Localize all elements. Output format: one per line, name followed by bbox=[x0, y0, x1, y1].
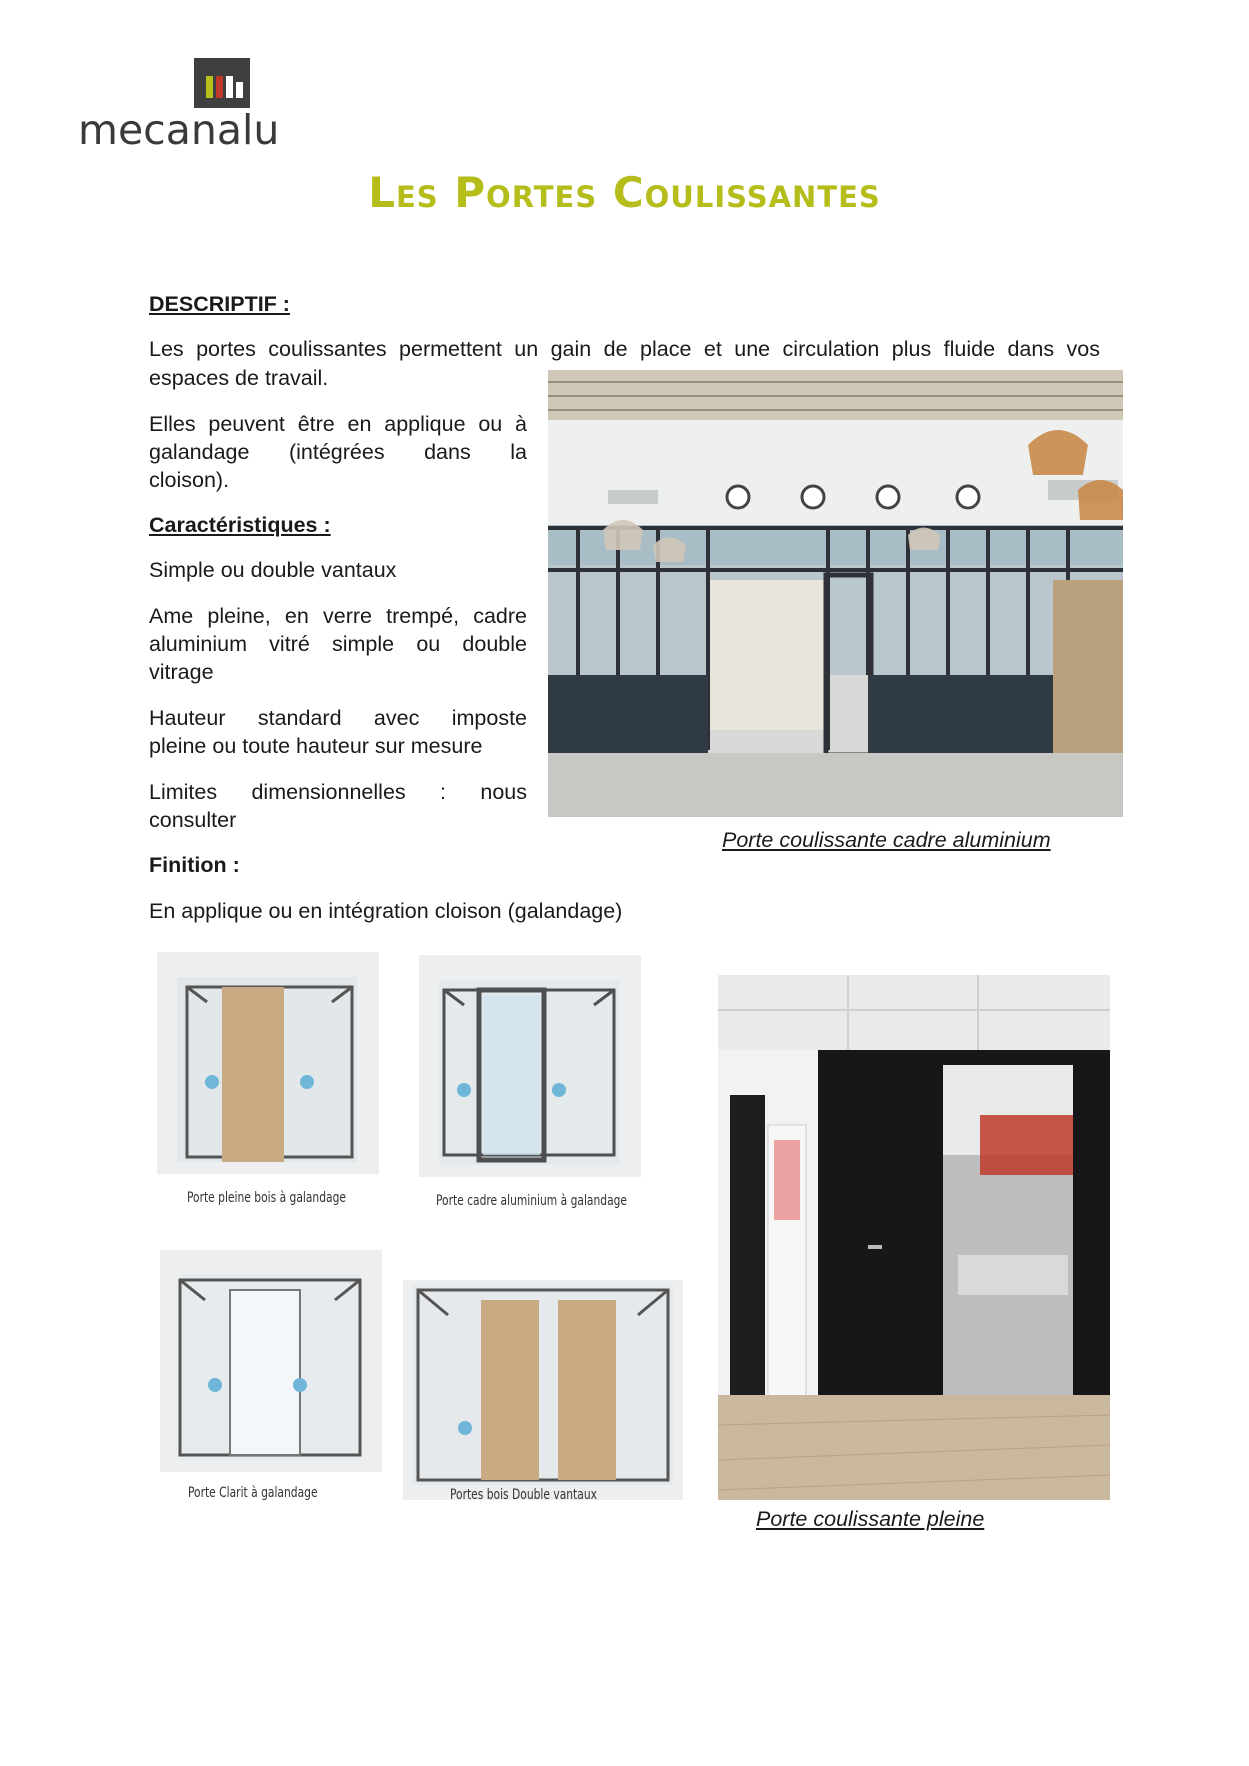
render-wood-door bbox=[157, 952, 379, 1174]
caption-photo-aluminium: Porte coulissante cadre aluminium bbox=[722, 828, 1051, 852]
render-label-2: Porte cadre aluminium à galandage bbox=[436, 1193, 628, 1209]
render-double-doors bbox=[403, 1280, 683, 1500]
caracteristiques-heading: Caractéristiques : bbox=[149, 513, 331, 537]
descriptif-heading: DESCRIPTIF : bbox=[149, 292, 290, 316]
carac-p1: Simple ou double vantaux bbox=[149, 558, 397, 582]
applique-line-2: galandage (intégrées dans la bbox=[149, 440, 527, 464]
logo-wordmark: mecanalu bbox=[78, 106, 280, 154]
render-label-1: Porte pleine bois à galandage bbox=[187, 1190, 346, 1206]
carac-p3-l1: Hauteur standard avec imposte bbox=[149, 706, 527, 730]
render-aluminium-frame bbox=[419, 955, 641, 1177]
photo-aluminium-door bbox=[548, 370, 1123, 817]
page-title: Les Portes Coulissantes bbox=[368, 168, 881, 217]
applique-line-1: Elles peuvent être en applique ou à bbox=[149, 412, 527, 436]
carac-p3-l2: pleine ou toute hauteur sur mesure bbox=[149, 734, 483, 758]
intro-line-1: Les portes coulissantes permettent un gain de place et une circulation plus fluide dans vos bbox=[149, 337, 1100, 361]
photo-full-door bbox=[718, 975, 1110, 1500]
carac-p4-l2: consulter bbox=[149, 808, 237, 832]
applique-line-3: cloison). bbox=[149, 468, 230, 492]
caption-photo-full: Porte coulissante pleine bbox=[756, 1507, 985, 1531]
logo-mark bbox=[194, 58, 250, 108]
carac-p2-l1: Ame pleine, en verre trempé, cadre bbox=[149, 604, 527, 628]
render-label-3: Porte Clarit à galandage bbox=[188, 1485, 318, 1501]
carac-p2-l3: vitrage bbox=[149, 660, 214, 684]
render-label-4: Portes bois Double vantaux bbox=[450, 1487, 597, 1503]
render-clarit bbox=[160, 1250, 382, 1472]
carac-p4-l1: Limites dimensionnelles : nous bbox=[149, 780, 527, 804]
finition-text: En applique ou en intégration cloison (galandage) bbox=[149, 899, 623, 923]
intro-line-2: espaces de travail. bbox=[149, 366, 329, 390]
finition-heading: Finition : bbox=[149, 853, 240, 877]
carac-p2-l2: aluminium vitré simple ou double bbox=[149, 632, 527, 656]
